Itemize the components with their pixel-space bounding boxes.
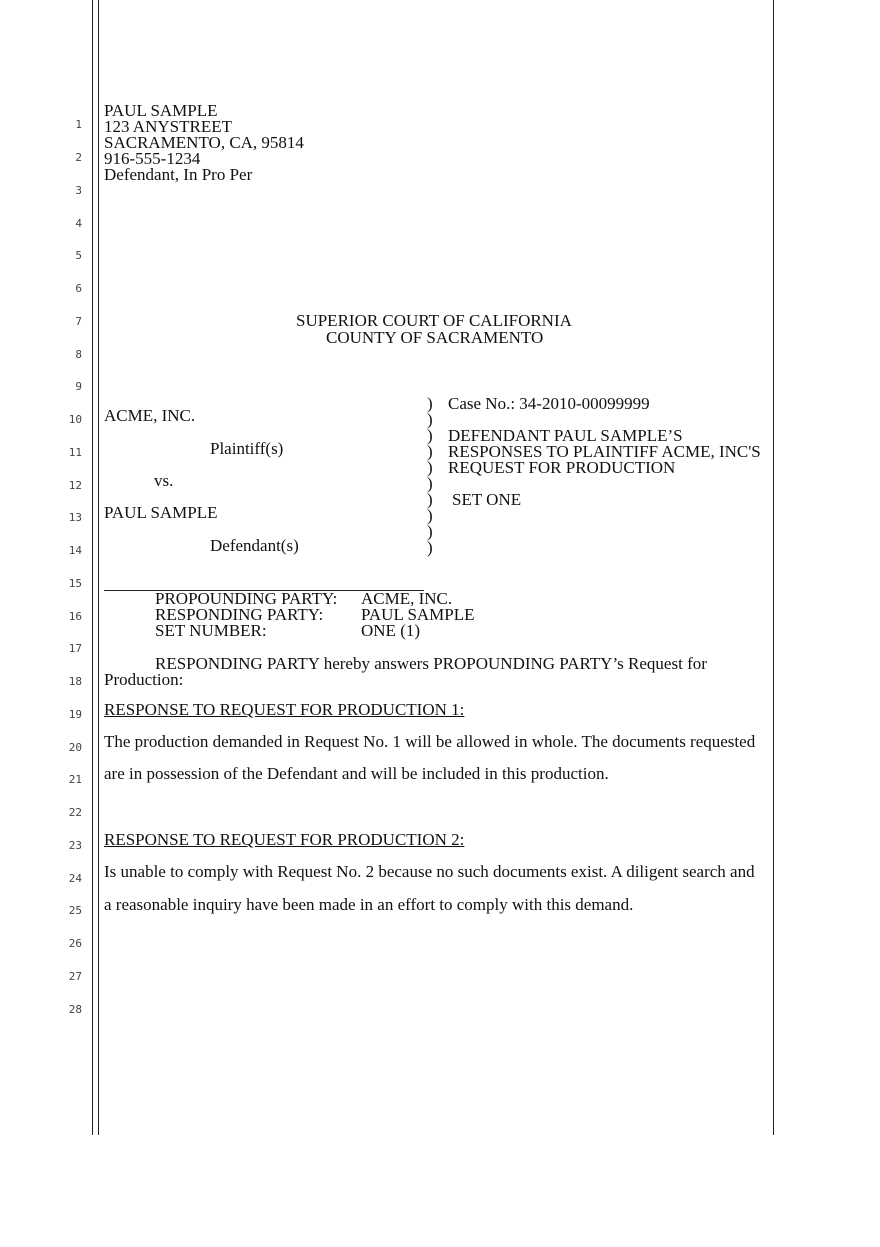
line-number: 6 — [75, 282, 82, 295]
caption-paren: ) — [427, 394, 433, 413]
line-number: 23 — [68, 839, 82, 852]
response-text-line1: Is unable to comply with Request No. 2 because no such documents exist. A diligent search and — [104, 862, 755, 881]
defendant-label: Defendant(s) — [210, 536, 299, 555]
plaintiff-label: Plaintiff(s) — [210, 439, 284, 458]
propounding-party-label: PROPOUNDING PARTY: — [155, 589, 338, 608]
caption-paren: ) — [427, 490, 433, 509]
caption-paren: ) — [427, 506, 433, 525]
attorney-city: SACRAMENTO, CA, 95814 — [104, 133, 304, 152]
line-number: 3 — [75, 184, 82, 197]
line-number: 8 — [75, 348, 82, 361]
caption-paren: ) — [427, 538, 433, 557]
line-number: 5 — [75, 249, 82, 262]
propounding-party-value: ACME, INC. — [361, 589, 453, 608]
line-number: 10 — [68, 413, 82, 426]
line-number: 7 — [75, 315, 82, 328]
response-text-line2: a reasonable inquiry have been made in an effort to comply with this demand. — [104, 895, 634, 914]
set-number-label: SET NUMBER: — [155, 621, 267, 640]
document-title-line2: RESPONSES TO PLAINTIFF ACME, INC'S — [448, 442, 761, 461]
line-number: 11 — [68, 446, 82, 459]
line-number: 1 — [75, 118, 82, 131]
line-number: 25 — [68, 904, 82, 917]
left-margin-rule-outer — [92, 0, 93, 1135]
caption-paren: ) — [427, 522, 433, 541]
caption-paren: ) — [427, 474, 433, 493]
plaintiff-name: ACME, INC. — [104, 406, 196, 425]
line-number: 2 — [75, 151, 82, 164]
line-number: 18 — [68, 675, 82, 688]
line-number: 24 — [68, 872, 82, 885]
set-number-value: ONE (1) — [361, 621, 421, 640]
responding-party-label: RESPONDING PARTY: — [155, 605, 324, 624]
caption-paren: ) — [427, 442, 433, 461]
line-number: 22 — [68, 806, 82, 819]
line-number: 9 — [75, 380, 82, 393]
document-title-line3: REQUEST FOR PRODUCTION — [448, 458, 676, 477]
defendant-name: PAUL SAMPLE — [104, 503, 218, 522]
caption-paren: ) — [427, 410, 433, 429]
versus: vs. — [154, 471, 174, 490]
document-title-line1: DEFENDANT PAUL SAMPLE’S — [448, 426, 683, 445]
right-margin-rule — [773, 0, 774, 1135]
line-number: 4 — [75, 217, 82, 230]
attorney-role: Defendant, In Pro Per — [104, 165, 253, 184]
line-number: 20 — [68, 741, 82, 754]
response-text-line1: The production demanded in Request No. 1 will be allowed in whole. The documents requested — [104, 732, 756, 751]
caption-paren: ) — [427, 458, 433, 477]
court-name: SUPERIOR COURT OF CALIFORNIA — [296, 311, 572, 330]
line-number: 15 — [68, 577, 82, 590]
court-county: COUNTY OF SACRAMENTO — [326, 328, 544, 347]
response-heading: RESPONSE TO REQUEST FOR PRODUCTION 1: — [104, 700, 465, 719]
line-number: 17 — [68, 642, 82, 655]
intro-line1: RESPONDING PARTY hereby answers PROPOUNDING PARTY’s Request for — [155, 654, 707, 673]
set-designation: SET ONE — [452, 490, 522, 509]
response-heading: RESPONSE TO REQUEST FOR PRODUCTION 2: — [104, 830, 465, 849]
left-margin-rule-inner — [98, 0, 99, 1135]
line-number: 12 — [68, 479, 82, 492]
line-number: 27 — [68, 970, 82, 983]
attorney-name: PAUL SAMPLE — [104, 101, 218, 120]
line-number: 16 — [68, 610, 82, 623]
case-number: Case No.: 34-2010-00099999 — [448, 394, 650, 413]
line-number: 21 — [68, 773, 82, 786]
line-number: 14 — [68, 544, 82, 557]
line-number: 28 — [68, 1003, 82, 1016]
line-number: 13 — [68, 511, 82, 524]
line-number: 26 — [68, 937, 82, 950]
responding-party-value: PAUL SAMPLE — [361, 605, 475, 624]
line-number: 19 — [68, 708, 82, 721]
response-text-line2: are in possession of the Defendant and will be included in this production. — [104, 764, 609, 783]
intro-line2: Production: — [104, 670, 184, 689]
attorney-street: 123 ANYSTREET — [104, 117, 232, 136]
caption-paren: ) — [427, 426, 433, 445]
attorney-phone: 916-555-1234 — [104, 149, 201, 168]
